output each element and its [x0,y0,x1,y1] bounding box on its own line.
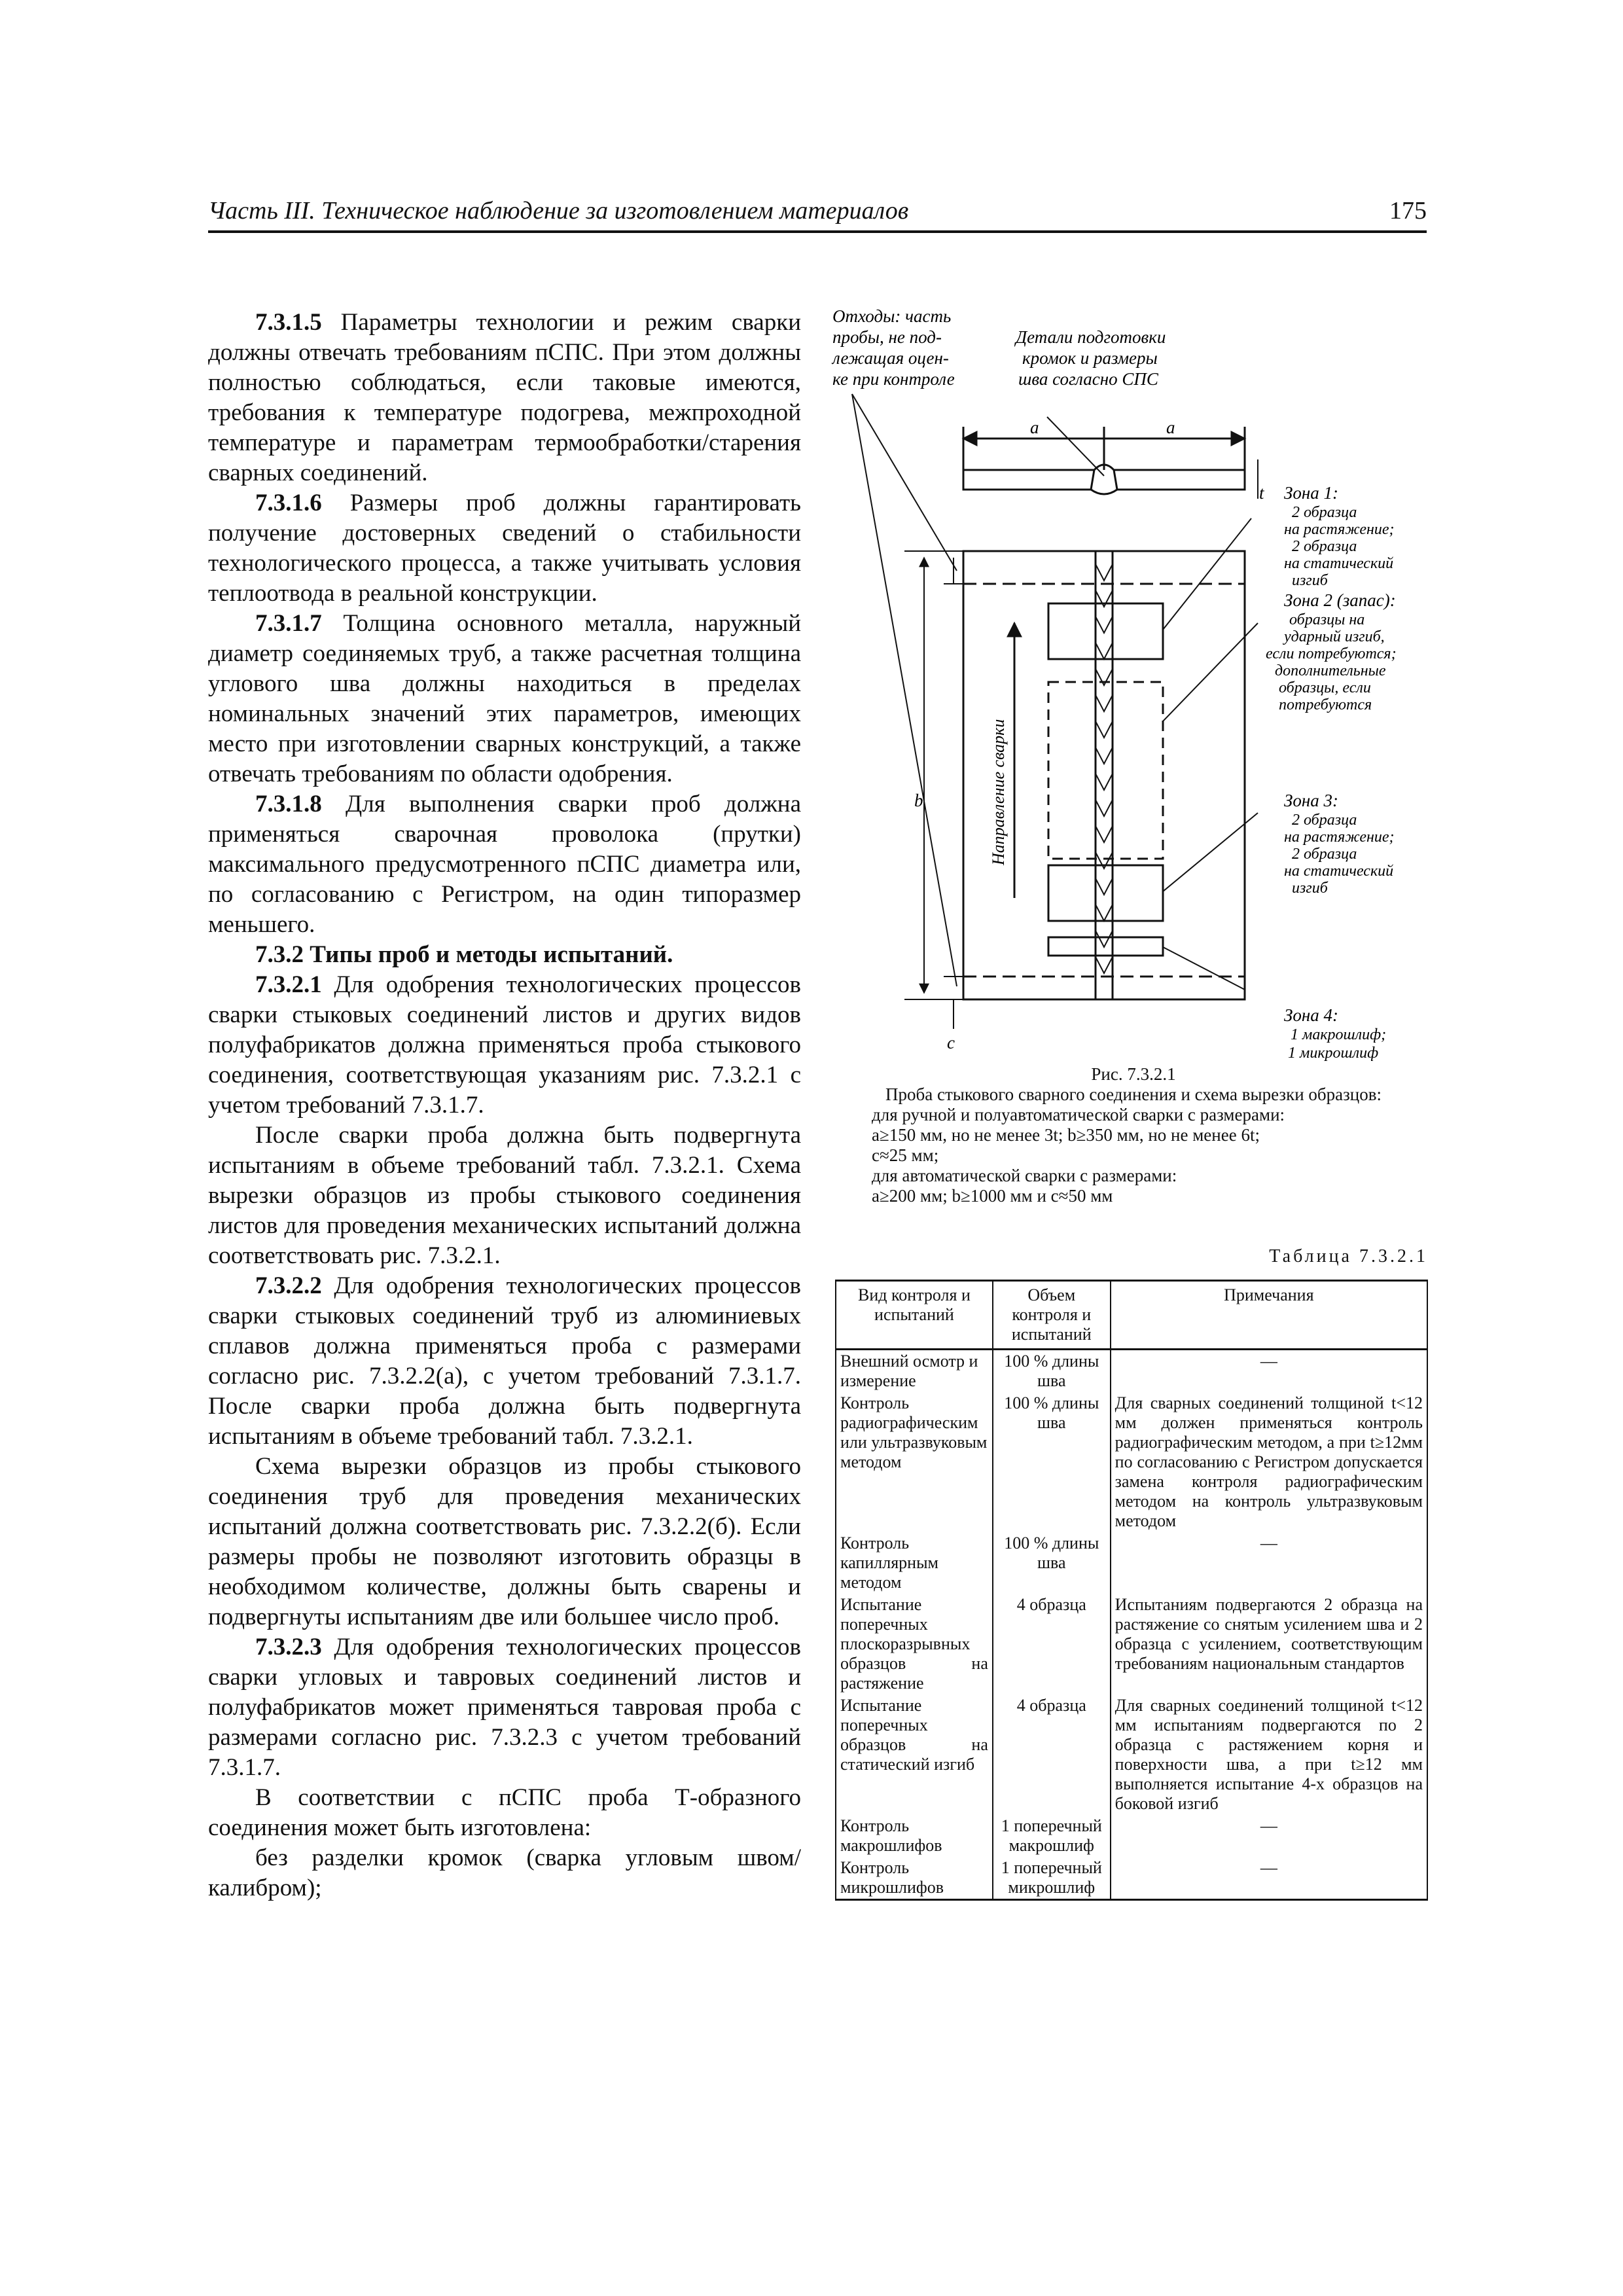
requirements-table [835,1280,1428,1901]
zone-line: на растяжение; [1284,829,1395,846]
table-cell: Контроль капиллярным методом [836,1532,993,1594]
label-line: лежащая оцен- [832,348,949,368]
zone2-label [1266,590,1397,713]
zone-line: Зона 2 (запас): [1284,590,1396,610]
paragraph [208,609,801,789]
clause-number: 7.3.2.3 [255,1634,322,1660]
paragraph [208,1783,801,1843]
table-label: Таблица 7.3.2.1 [1269,1246,1428,1266]
table-cell: 100 % длины шва [993,1350,1111,1393]
zone-line: 2 образца [1292,812,1357,829]
waste-label [831,306,955,389]
cross-section [963,417,1258,499]
table-cell: 4 образца [993,1594,1111,1695]
table-row [836,1350,1427,1393]
paragraph [208,1271,801,1452]
zone3-label [1284,791,1395,897]
clause-number: 7.3.1.5 [255,309,322,336]
caption-line: для ручной и полуавтоматической сварки с размерами: [872,1105,1285,1124]
table-cell: Для сварных соединений толщиной t<12 мм должен применяться контроль радиографическим методом, а при t≥12мм по согласованию с Регистром допускается замена контроля радиографическим методом на контроль ультразвуковым методом [1111,1392,1427,1532]
label-line: кромок и размеры [1022,348,1158,368]
zone-line: ударный изгиб, [1284,628,1385,645]
left-column-text [208,308,801,1903]
zone-line: на статический [1284,555,1394,572]
zone-line: Зона 4: [1284,1005,1339,1025]
table-cell: 1 поперечный макрошлиф [993,1815,1111,1857]
paragraph-text: Размеры проб должны гарантировать получение достоверных сведений о стабильности технологического процесса, а также учитывать условия теплоотвода в реальной конструкции. [208,490,801,607]
section-heading-text: 7.3.2 Типы проб и методы испытаний. [255,941,673,968]
zone-line: на статический [1284,863,1394,880]
table-cell: 1 поперечный микрошлиф [993,1857,1111,1900]
zone-line: 1 микрошлиф [1288,1045,1379,1062]
zone-line: образцы на [1289,611,1365,628]
dim-c-label: c [947,1033,955,1052]
paragraph [208,1843,801,1903]
paragraph [208,488,801,609]
header-rule [208,230,1427,233]
table-row [836,1857,1427,1900]
zone-line: 2 образца [1292,538,1357,555]
table-cell: 100 % длины шва [993,1392,1111,1532]
table-cell: Внешний осмотр и измерение [836,1350,993,1393]
zone-line: изгиб [1292,880,1328,897]
caption-line: c≈25 мм; [872,1145,939,1165]
figure-title: Проба стыкового сварного соединения и схема вырезки образцов: [885,1085,1382,1104]
zone-line: потребуются [1279,696,1372,713]
running-header-title: Часть III. Техническое наблюдение за изготовлением материалов [208,197,909,224]
column-header: Вид контроля и испытаний [836,1281,993,1350]
table-cell: Контроль микрошлифов [836,1857,993,1900]
table-header-row [836,1281,1427,1350]
clause-number: 7.3.2.1 [255,971,322,998]
zone-line: если потребуются; [1266,645,1397,662]
zone-line: на растяжение; [1284,521,1395,538]
paragraph-text: без разделки кромок (сварка угловым швом/калибром); [208,1844,801,1901]
caption-line: a≥200 мм; b≥1000 мм и c≈50 мм [872,1186,1113,1206]
zone4-label [1284,1005,1386,1062]
clause-number: 7.3.2.2 [255,1272,322,1299]
clause-number: 7.3.1.6 [255,490,322,516]
table-cell: — [1111,1350,1427,1393]
paragraph [208,789,801,940]
table-cell: 4 образца [993,1695,1111,1815]
clause-number: 7.3.1.8 [255,791,322,817]
table-row [836,1594,1427,1695]
zone-line: 1 макрошлиф; [1291,1026,1387,1043]
table-row [836,1532,1427,1594]
details-label [1014,327,1166,389]
paragraph-text: Для одобрения технологических процессов сварки стыковых соединений труб из алюминиевых сплавов должна применяться проба с размерами согласно рис. 7.3.2.2(а), с учетом требований 7.3.1.7. После сварки проба должна быть подвергнута испытаниям в объеме требований табл. 7.3.2.1. [208,1272,801,1450]
figure-number: Рис. 7.3.2.1 [1091,1064,1176,1084]
caption-line: a≥150 мм, но не менее 3t; b≥350 мм, но не менее 6t; [872,1125,1260,1145]
paragraph-text: Для выполнения сварки проб должна применяться сварочная проволока (прутки) максимального предусмотренного пСПС диаметра или, по согласованию с Регистром, на один типоразмер меньшего. [208,791,801,938]
table-cell: Испытаниям подвергаются 2 образца на растяжение со снятым усилением шва и 2 образца с усилением, соответствующим требованиям национальным стандартов [1111,1594,1427,1695]
paragraph-text: Для одобрения технологических процессов сварки стыковых соединений листов и других видов полуфабрикатов должна применяться проба стыкового соединения, соответствующая указаниям рис. 7.3.2.1 с учетом требований 7.3.1.7. [208,971,801,1119]
zone1-label [1284,483,1395,589]
zone-line: Зона 1: [1284,483,1339,503]
table-row [836,1695,1427,1815]
dim-t-label: t [1259,483,1264,503]
paragraph [208,308,801,488]
paragraph [208,970,801,1121]
table-row [836,1392,1427,1532]
zone-line: изгиб [1292,572,1328,589]
paragraph [208,1121,801,1271]
paragraph [208,1452,801,1632]
paragraph [208,1632,801,1783]
zone-line: 2 образца [1292,504,1357,521]
paragraph-text: Для одобрения технологических процессов сварки угловых и тавровых соединений листов и полуфабрикатов может применяться тавровая проба с размерами согласно рис. 7.3.2.3 с учетом требований 7.3.1.7. [208,1634,801,1781]
dim-b-label: b [914,791,923,810]
table-cell: Контроль радиографическим или ультразвуковым методом [836,1392,993,1532]
section-heading [208,940,801,970]
zone-line: дополнительные [1275,662,1386,679]
weld-sample-figure [826,302,1441,1062]
paragraph-text: Толщина основного металла, наружный диаметр соединяемых труб, а также расчетная толщина углового шва должны находиться в пределах номинальных значений этих параметров, имеющих место при изготовлении сварных конструкций, а также отвечать требованиям по области одобрения. [208,610,801,787]
paragraph-text: Схема вырезки образцов из пробы стыкового соединения труб для проведения механических испытаний должна соответствовать рис. 7.3.2.2(б). Если размеры пробы не позволяют изготовить образцы в необходимом количестве, должны быть сварены и подвергнуты испытаниям две или большее число проб. [208,1453,801,1630]
paragraph-text: Параметры технологии и режим сварки должны отвечать требованиям пСПС. При этом должны полностью соблюдаться, если таковые имеются, требования к температуре подогрева, межпроходной температуре и параметрам термообработки/старения сварных соединений. [208,309,801,486]
label-line: ке при контроле [832,369,955,389]
zone-line: Зона 3: [1284,791,1339,810]
table-cell: Испытание поперечных плоскоразрывных образцов на растяжение [836,1594,993,1695]
clause-number: 7.3.1.7 [255,610,322,637]
page-number: 175 [1389,197,1427,224]
column-header: Примечания [1111,1281,1427,1350]
table-cell: Для сварных соединений толщиной t<12 мм испытаниям подвергаются по 2 образца с растяжением корня и поверхности шва, а при t≥12 мм выполняется испытание 4-х образцов на боковой изгиб [1111,1695,1427,1815]
figure-caption [826,1064,1441,1206]
paragraph-text: В соответствии с пСПС проба Т-образного соединения может быть изготовлена: [208,1784,801,1841]
label-line: Отходы: часть [832,306,952,326]
table-cell: 100 % длины шва [993,1532,1111,1594]
label-line: шва согласно СПС [1018,369,1158,389]
table-cell: — [1111,1815,1427,1857]
table-cell: — [1111,1857,1427,1900]
label-line: пробы, не под- [832,327,942,347]
zone-line: 2 образца [1292,846,1357,863]
table-cell: — [1111,1532,1427,1594]
dim-a-label: a [1166,418,1175,437]
dim-a-label: a [1030,418,1039,437]
table-cell: Контроль макрошлифов [836,1815,993,1857]
caption-line: для автоматической сварки с размерами: [872,1166,1177,1185]
zone-line: образцы, если [1279,679,1371,696]
table-cell: Испытание поперечных образцов на статический изгиб [836,1695,993,1815]
column-header: Объем контроля и испытаний [993,1281,1111,1350]
paragraph-text: После сварки проба должна быть подвергнута испытаниям в объеме требований табл. 7.3.2.1. Схема вырезки образцов из пробы стыкового соединения листов для проведения механических испытаний должна соответствовать рис. 7.3.2.1. [208,1122,801,1269]
label-line: Детали подготовки [1016,327,1166,347]
table-row [836,1815,1427,1857]
welding-direction-label: Направление сварки [989,719,1008,865]
